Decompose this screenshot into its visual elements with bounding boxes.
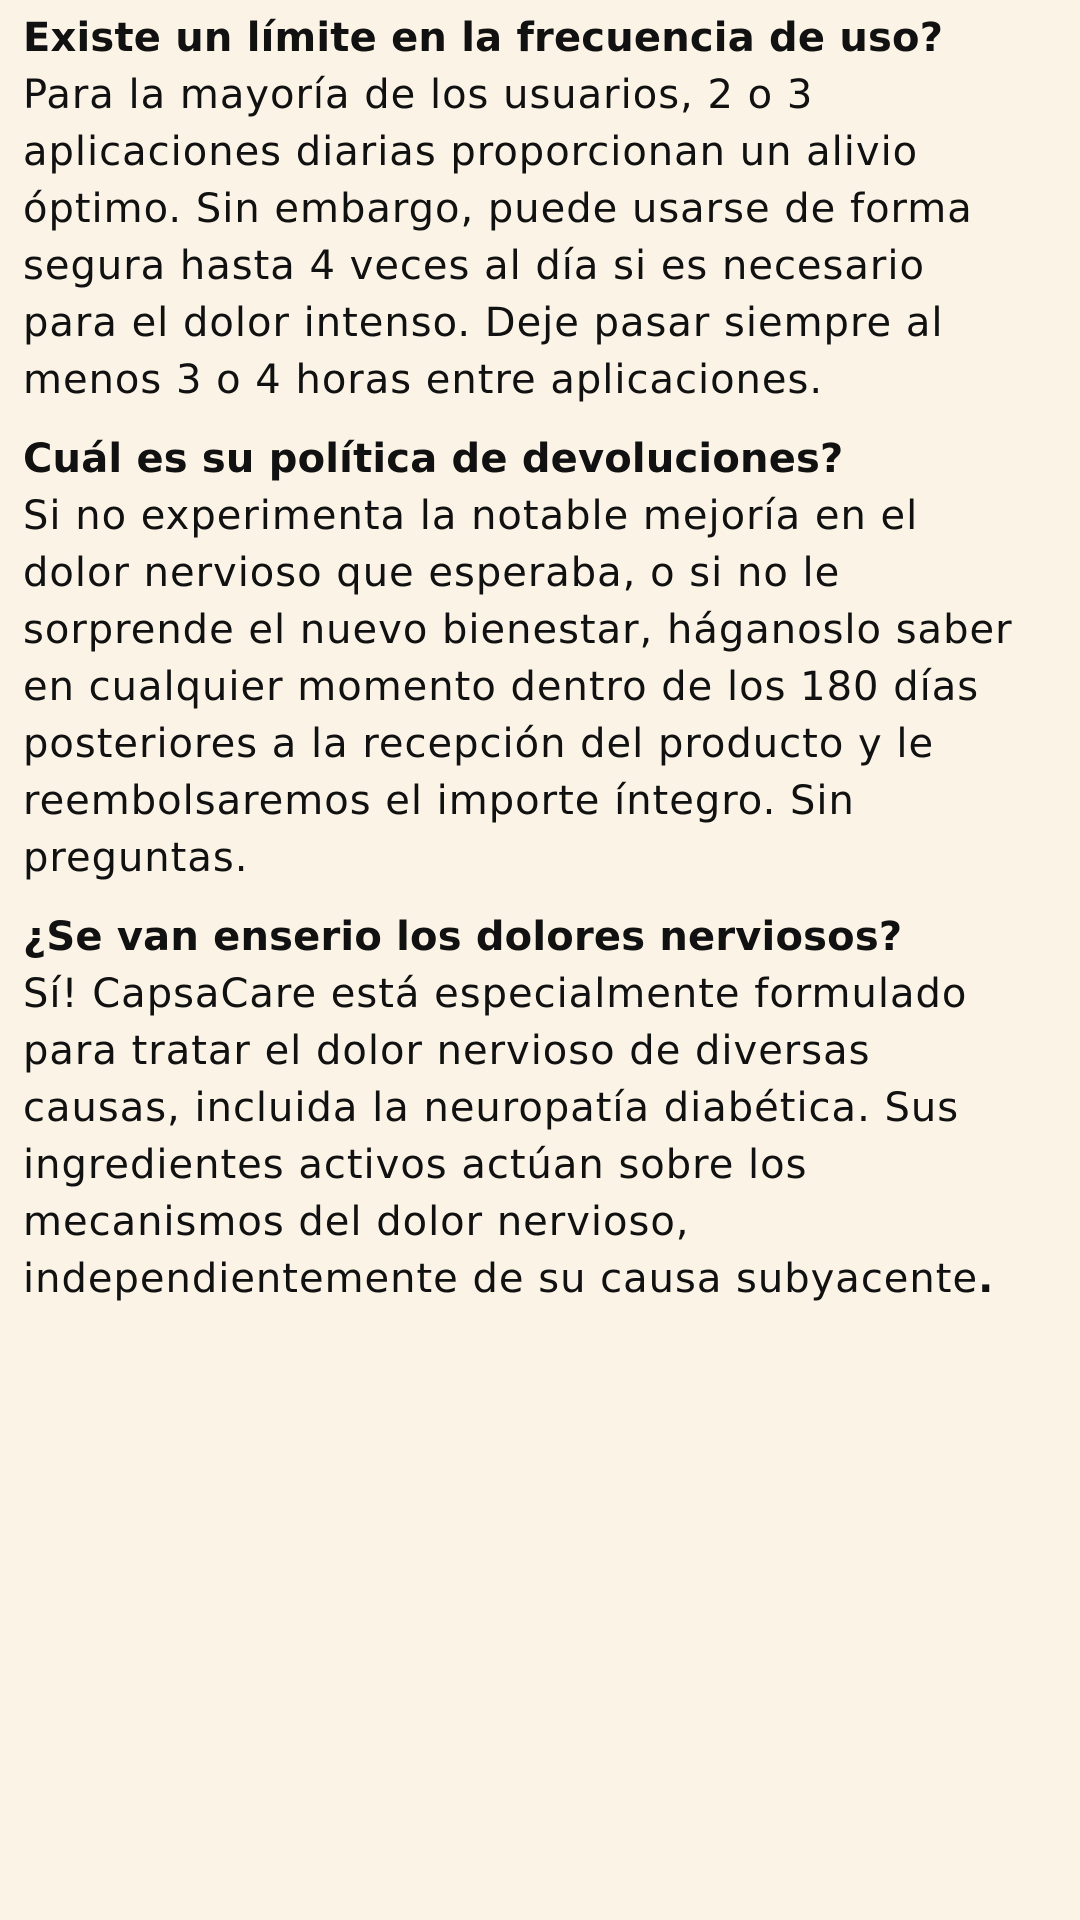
faq-question: ¿Se van enserio los dolores nerviosos?	[23, 914, 903, 960]
faq-answer	[23, 966, 1080, 1308]
faq-answer-line: dolor nervioso que esperaba, o si no le	[23, 550, 841, 596]
faq-answer	[23, 488, 1080, 887]
faq-answer-line: Para la mayoría de los usuarios, 2 o 3	[23, 72, 814, 118]
faq-item-nerve-pain	[23, 909, 1080, 1308]
faq-question: Cuál es su política de devoluciones?	[23, 436, 844, 482]
faq-answer-line: preguntas.	[23, 835, 249, 881]
faq-answer-line: para el dolor intenso. Deje pasar siempre al	[23, 300, 944, 346]
faq-answer-line: menos 3 o 4 horas entre aplicaciones.	[23, 357, 824, 403]
faq-answer-line: sorprende el nuevo bienestar, háganoslo saber	[23, 607, 1013, 653]
faq-answer-line: posteriores a la recepción del producto y le	[23, 721, 935, 767]
faq-item-return-policy	[23, 431, 1080, 887]
faq-answer-line: óptimo. Sin embargo, puede usarse de forma	[23, 186, 973, 232]
faq-answer-line: para tratar el dolor nervioso de diversas	[23, 1028, 871, 1074]
faq-answer-line: reembolsaremos el importe íntegro. Sin	[23, 778, 855, 824]
faq-answer-line: Si no experimenta la notable mejoría en el	[23, 493, 919, 539]
faq-answer-line: mecanismos del dolor nervioso,	[23, 1199, 690, 1245]
faq-item-usage-frequency	[23, 10, 1080, 409]
faq-answer	[23, 67, 1080, 409]
faq-answer-line: segura hasta 4 veces al día si es necesario	[23, 243, 925, 289]
faq-answer-line: Sí! CapsaCare está especialmente formulado	[23, 971, 968, 1017]
faq-answer-line: en cualquier momento dentro de los 180 días	[23, 664, 980, 710]
faq-answer-end-period: .	[978, 1256, 995, 1302]
faq-answer-line: aplicaciones diarias proporcionan un alivio	[23, 129, 919, 175]
faq-answer-text: independientemente de su causa subyacente	[23, 1256, 979, 1302]
faq-answer-line: causas, incluida la neuropatía diabética. Sus	[23, 1085, 960, 1131]
faq-answer-line: ingredientes activos actúan sobre los	[23, 1142, 808, 1188]
faq-question: Existe un límite en la frecuencia de uso?	[23, 15, 944, 61]
faq-answer-line	[23, 1251, 1080, 1308]
